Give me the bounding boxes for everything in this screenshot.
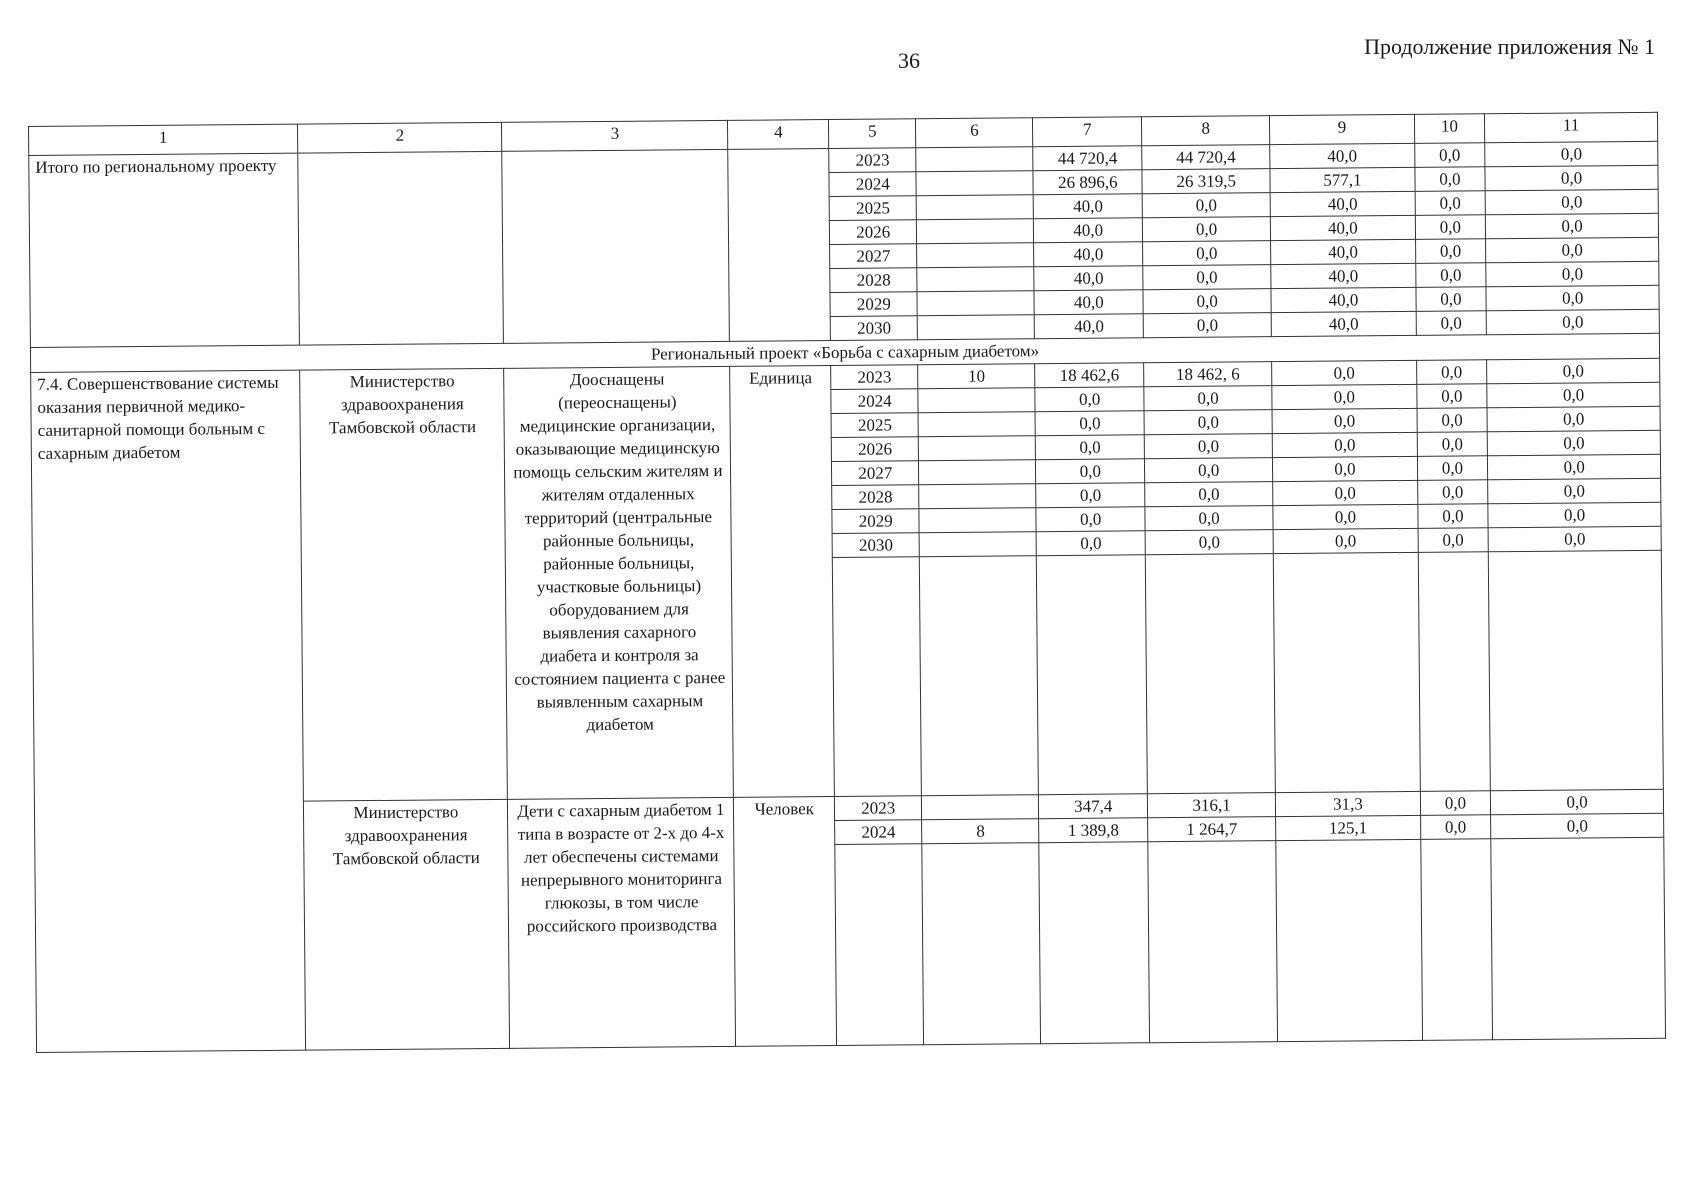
- value-cell-11: 0,0: [1488, 502, 1661, 528]
- filler-cell: [919, 556, 1038, 796]
- value-cell-6: [922, 795, 1039, 820]
- value-cell-10: 0,0: [1416, 311, 1487, 336]
- filler-cell: [1037, 555, 1148, 795]
- value-cell-11: 0,0: [1487, 358, 1660, 384]
- value-cell-7: 40,0: [1035, 314, 1144, 339]
- filler-cell: [835, 844, 924, 1046]
- value-cell-8: 0,0: [1145, 458, 1273, 483]
- value-cell-10: 0,0: [1416, 360, 1487, 385]
- value-cell-11: 0,0: [1485, 165, 1658, 191]
- value-cell-6: [917, 219, 1034, 244]
- value-cell-8: 0,0: [1142, 217, 1270, 242]
- value-cell-9: 40,0: [1271, 311, 1416, 336]
- value-cell-8: 0,0: [1144, 434, 1272, 459]
- filler-cell: [1420, 839, 1492, 1041]
- year-cell: 2025: [831, 413, 918, 438]
- value-cell-7: 0,0: [1036, 411, 1145, 436]
- value-cell-8: 1 264,7: [1148, 817, 1276, 842]
- value-cell-7: 0,0: [1036, 459, 1145, 484]
- year-cell: 2023: [831, 365, 918, 390]
- filler-cell: [1145, 554, 1275, 794]
- item-label: 7.4. Совершенствование системы оказания первичной медико-санитарной помощи больным с сахарным диабетом: [31, 370, 306, 1052]
- year-cell: 2030: [832, 533, 919, 558]
- value-cell-11: 0,0: [1485, 141, 1658, 167]
- value-cell-9: 0,0: [1272, 432, 1417, 457]
- value-cell-8: 0,0: [1145, 482, 1273, 507]
- empty-cell: [298, 151, 504, 345]
- value-cell-6: [918, 436, 1035, 461]
- appendix-note: Продолжение приложения № 1: [1364, 34, 1655, 59]
- value-cell-9: 40,0: [1270, 191, 1415, 216]
- budget-table: [28, 112, 1666, 1053]
- year-cell: 2025: [829, 196, 916, 221]
- column-number-header: 10: [1414, 114, 1485, 144]
- value-cell-11: 0,0: [1486, 261, 1659, 287]
- column-number-header: 4: [728, 120, 829, 150]
- value-cell-6: [916, 195, 1033, 220]
- column-number-header: 8: [1142, 116, 1270, 146]
- value-cell-9: 40,0: [1271, 239, 1416, 264]
- column-number-header: 2: [298, 122, 502, 153]
- value-cell-11: 0,0: [1488, 478, 1661, 504]
- value-cell-9: 40,0: [1271, 215, 1416, 240]
- year-cell: 2023: [835, 796, 922, 821]
- year-cell: 2027: [830, 244, 917, 269]
- value-cell-11: 0,0: [1487, 406, 1660, 432]
- value-cell-10: 0,0: [1415, 239, 1486, 264]
- year-cell: 2024: [835, 820, 922, 845]
- executor-cell: Министерство здравоохранения Тамбовской области: [300, 368, 508, 801]
- value-cell-6: [918, 412, 1035, 437]
- value-cell-6: [917, 243, 1034, 268]
- value-cell-7: 347,4: [1039, 794, 1148, 819]
- year-cell: 2028: [830, 268, 917, 293]
- column-number-header: 6: [916, 118, 1034, 148]
- value-cell-9: 40,0: [1271, 287, 1416, 312]
- year-cell: 2027: [832, 461, 919, 486]
- budget-table-sheet: [28, 112, 1667, 1111]
- value-cell-7: 0,0: [1036, 483, 1145, 508]
- column-number-header: 11: [1485, 112, 1658, 143]
- value-cell-6: [919, 532, 1036, 557]
- value-cell-6: [916, 147, 1033, 172]
- year-cell: 2030: [831, 316, 918, 341]
- result-cell: Дооснащены (переоснащены) медицинские организации, оказывающие медицинскую помощь сельским жителям и жителям отдаленных территорий (центральные районные больницы, районные больницы, участковые больницы) оборудованием для выявления сахарного диабета и контроля за состоянием пациента с ранее выявленным сахарным диабетом: [504, 366, 734, 799]
- value-cell-9: 0,0: [1273, 528, 1418, 553]
- value-cell-10: 0,0: [1417, 432, 1488, 457]
- filler-cell: [1489, 550, 1664, 790]
- column-number-header: 7: [1033, 117, 1142, 147]
- value-cell-8: 0,0: [1145, 530, 1273, 555]
- value-cell-6: 8: [922, 819, 1039, 844]
- value-cell-6: [919, 508, 1036, 533]
- column-number-header: 9: [1270, 114, 1415, 144]
- value-cell-6: [919, 460, 1036, 485]
- value-cell-7: 0,0: [1037, 531, 1146, 556]
- value-cell-9: 0,0: [1273, 504, 1418, 529]
- year-cell: 2028: [832, 485, 919, 510]
- value-cell-11: 0,0: [1485, 189, 1658, 215]
- value-cell-6: [919, 484, 1036, 509]
- value-cell-9: 125,1: [1276, 815, 1421, 840]
- value-cell-9: 0,0: [1272, 408, 1417, 433]
- value-cell-10: 0,0: [1414, 143, 1485, 168]
- year-cell: 2023: [829, 148, 916, 173]
- value-cell-8: 0,0: [1143, 241, 1271, 266]
- value-cell-11: 0,0: [1487, 430, 1660, 456]
- value-cell-7: 44 720,4: [1033, 146, 1142, 171]
- column-number-header: 1: [29, 124, 299, 155]
- column-number-header: 5: [829, 119, 916, 149]
- section-title: Региональный проект «Борьба с сахарным диабетом»: [30, 333, 1659, 372]
- value-cell-6: 10: [918, 364, 1035, 389]
- unit-cell: Человек: [734, 796, 837, 1046]
- empty-cell: [728, 149, 831, 342]
- value-cell-10: 0,0: [1417, 456, 1488, 481]
- value-cell-10: 0,0: [1417, 480, 1488, 505]
- year-cell: 2029: [832, 509, 919, 534]
- filler-cell: [1276, 839, 1422, 1041]
- value-cell-8: 26 319,5: [1142, 169, 1270, 194]
- value-cell-9: 0,0: [1272, 384, 1417, 409]
- executor-cell: Министерство здравоохранения Тамбовской области: [304, 799, 510, 1050]
- value-cell-10: 0,0: [1415, 191, 1486, 216]
- value-cell-8: 0,0: [1143, 313, 1271, 338]
- value-cell-8: 0,0: [1144, 410, 1272, 435]
- year-cell: 2024: [829, 172, 916, 197]
- value-cell-10: 0,0: [1415, 215, 1486, 240]
- value-cell-7: 18 462,6: [1035, 363, 1144, 388]
- value-cell-9: 31,3: [1276, 791, 1421, 816]
- value-cell-10: 0,0: [1420, 791, 1491, 816]
- value-cell-11: 0,0: [1491, 813, 1664, 839]
- year-cell: 2029: [830, 292, 917, 317]
- value-cell-7: 1 389,8: [1039, 818, 1148, 843]
- value-cell-10: 0,0: [1416, 384, 1487, 409]
- filler-cell: [833, 557, 922, 797]
- value-cell-8: 0,0: [1143, 265, 1271, 290]
- value-cell-8: 44 720,4: [1142, 145, 1270, 170]
- value-cell-8: 316,1: [1147, 793, 1275, 818]
- value-cell-7: 26 896,6: [1033, 170, 1142, 195]
- value-cell-9: 0,0: [1273, 456, 1418, 481]
- value-cell-9: 0,0: [1273, 480, 1418, 505]
- value-cell-7: 0,0: [1035, 387, 1144, 412]
- year-cell: 2026: [832, 437, 919, 462]
- value-cell-10: 0,0: [1418, 504, 1489, 529]
- value-cell-6: [917, 315, 1034, 340]
- value-cell-7: 40,0: [1034, 242, 1143, 267]
- year-cell: 2024: [831, 389, 918, 414]
- value-cell-10: 0,0: [1420, 815, 1491, 840]
- value-cell-7: 0,0: [1036, 435, 1145, 460]
- filler-cell: [922, 843, 1041, 1045]
- value-cell-9: 577,1: [1270, 167, 1415, 192]
- value-cell-11: 0,0: [1491, 789, 1664, 815]
- value-cell-8: 0,0: [1143, 289, 1271, 314]
- value-cell-10: 0,0: [1417, 408, 1488, 433]
- value-cell-10: 0,0: [1416, 287, 1487, 312]
- value-cell-8: 0,0: [1145, 506, 1273, 531]
- value-cell-10: 0,0: [1415, 263, 1486, 288]
- unit-cell: Единица: [730, 366, 835, 798]
- filler-cell: [1418, 552, 1491, 792]
- empty-cell: [502, 149, 730, 343]
- value-cell-6: [917, 291, 1034, 316]
- value-cell-8: 0,0: [1142, 193, 1270, 218]
- value-cell-11: 0,0: [1487, 382, 1660, 408]
- value-cell-11: 0,0: [1486, 285, 1659, 311]
- value-cell-6: [918, 388, 1035, 413]
- value-cell-6: [916, 171, 1033, 196]
- value-cell-8: 18 462, 6: [1144, 362, 1272, 387]
- value-cell-11: 0,0: [1486, 237, 1659, 263]
- result-cell: Дети с сахарным диабетом 1 типа в возрасте от 2-х до 4-х лет обеспечены системами непрерывного мониторинга глюкозы, в том числе российского производства: [508, 797, 736, 1048]
- value-cell-7: 40,0: [1034, 218, 1143, 243]
- value-cell-10: 0,0: [1418, 528, 1489, 553]
- value-cell-9: 40,0: [1271, 263, 1416, 288]
- value-cell-7: 40,0: [1034, 194, 1143, 219]
- filler-cell: [1273, 552, 1420, 792]
- value-cell-10: 0,0: [1415, 167, 1486, 192]
- value-cell-6: [917, 267, 1034, 292]
- value-cell-9: 40,0: [1270, 143, 1415, 168]
- value-cell-11: 0,0: [1486, 309, 1659, 335]
- year-cell: 2026: [830, 220, 917, 245]
- filler-cell: [1039, 842, 1149, 1044]
- filler-cell: [1491, 837, 1666, 1039]
- value-cell-11: 0,0: [1488, 454, 1661, 480]
- filler-cell: [1148, 841, 1278, 1043]
- value-cell-9: 0,0: [1272, 360, 1417, 385]
- column-number-header: 3: [502, 120, 728, 151]
- value-cell-11: 0,0: [1486, 213, 1659, 239]
- value-cell-11: 0,0: [1488, 526, 1661, 552]
- value-cell-8: 0,0: [1144, 386, 1272, 411]
- total-label: Итого по региональному проекту: [29, 153, 300, 347]
- page-number: 36: [898, 48, 920, 73]
- value-cell-7: 40,0: [1034, 290, 1143, 315]
- value-cell-7: 40,0: [1034, 266, 1143, 291]
- value-cell-7: 0,0: [1036, 507, 1145, 532]
